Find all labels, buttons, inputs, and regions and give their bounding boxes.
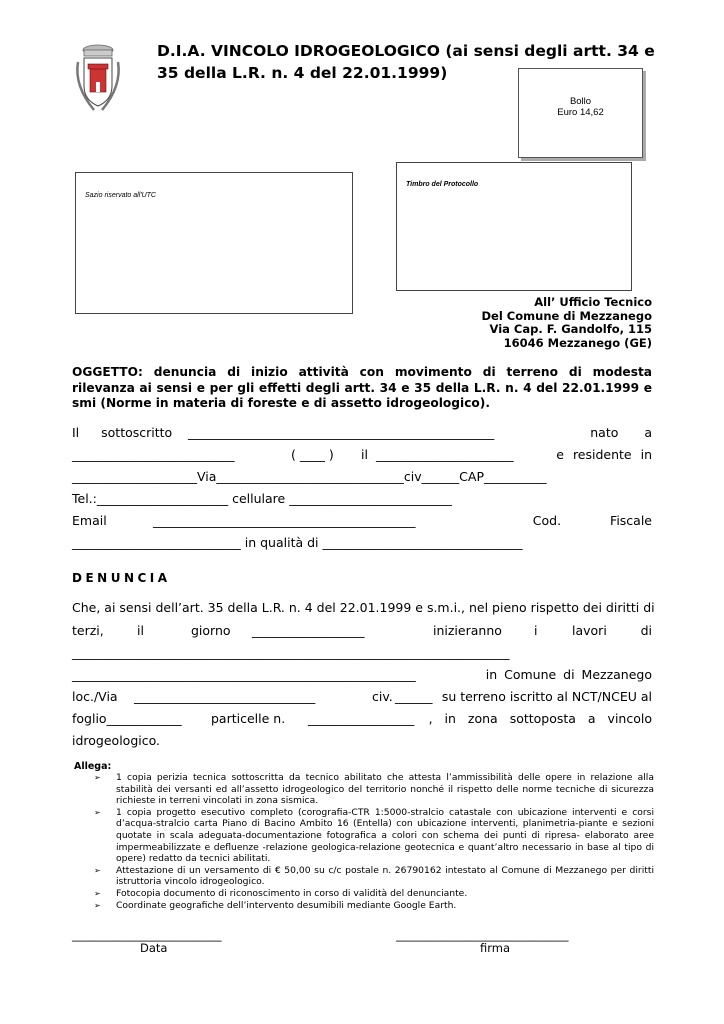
terzi-label: terzi, [72, 623, 104, 638]
residence-city-field[interactable]: ____________________ [72, 469, 197, 484]
denuncia-line-comune [72, 667, 652, 682]
email-field[interactable]: __________________________________________ [153, 513, 416, 528]
loc-label: loc./Via [72, 689, 118, 704]
cap-field[interactable]: __________ [484, 469, 547, 484]
utc-reserved-box [75, 172, 353, 314]
nato-a-label: nato a [590, 425, 652, 440]
terreno-label: su terreno iscritto al NCT/NCEU al [441, 689, 652, 704]
address-line: All’ Ufficio Tecnico [534, 295, 652, 309]
utc-box-label: Sazio riservato all'UTC [85, 192, 156, 199]
location-civic-field[interactable]: ______ [395, 689, 433, 704]
bollo-label: Bollo [569, 96, 592, 107]
list-item-text: Attestazione di un versamento di € 50,00 su c/c postale n. 26790162 intestato al Comune di Mezzanego per diritti istruttoria vincolo idrogeologico. [116, 864, 654, 888]
denuncia-line-giorno [72, 623, 652, 638]
cellulare-label: cellulare [232, 491, 286, 506]
list-item-text: 1 copia perizia tecnica sottoscritta da tecnico abilitato che attesta l’ammissibilità delle opere in relazione alla stabilità dei versanti ed all’assetto idrogeologico del territorio nonché il rispetto delle norme tecniche di sicurezza richieste in terreni vincolati in zona sismica. [116, 772, 654, 807]
civ-label: civ. [372, 689, 393, 704]
arrow-bullet-icon: ➢ [94, 888, 101, 898]
foglio-label: foglio [72, 711, 107, 726]
residente-label: e residente in [556, 447, 652, 462]
form-line-indirizzo [72, 469, 652, 484]
bollo-amount: Euro 14,62 [557, 107, 604, 118]
denuncia-text-line: Che, ai sensi dell’art. 35 della L.R. n. 4 del 22.01.1999 e s.m.i., nel pieno rispetto dei diritti di [72, 600, 655, 615]
sottoscritto-label: Il sottoscritto [72, 425, 173, 440]
list-item [74, 900, 654, 912]
qualita-label: in qualità di [244, 535, 319, 550]
email-label: Email [72, 513, 107, 528]
civ-label: civ [403, 469, 422, 484]
via-label: Via [197, 469, 217, 484]
data-label: Data [140, 941, 168, 955]
tel-label: Tel.: [72, 491, 97, 506]
form-line-telefono [72, 491, 652, 506]
particelle-label: particelle n. [211, 711, 286, 726]
province-field[interactable]: ( ____ ) [291, 447, 334, 462]
il-label: il [361, 447, 368, 462]
arrow-bullet-icon: ➢ [94, 807, 101, 817]
firma-label: firma [480, 941, 511, 955]
list-item [74, 888, 654, 900]
denuncia-line-localita [72, 689, 652, 704]
giorno-label: giorno [191, 623, 231, 638]
arrow-bullet-icon: ➢ [94, 865, 101, 875]
phone-field[interactable]: _____________________ [96, 491, 229, 506]
form-line-nascita [72, 447, 652, 462]
list-item [74, 807, 654, 865]
tax-code-field[interactable]: ___________________________ [72, 535, 241, 550]
birthplace-field[interactable]: __________________________ [72, 447, 235, 462]
comune-label: in Comune di Mezzanego [485, 667, 652, 682]
parcel-number-field[interactable]: _________________ [308, 711, 415, 726]
list-item-text: 1 copia progetto esecutivo completo (corografia-CTR 1:5000-stralcio catastale con ubicazione interventi e corsi d’acqua-stralcio carta Piano di Bacino Ambito 16 (Entella) con ubicazione interventi, planimetria-piante e sezioni quotate in scala adeguata-documentazione fotografica a colori con schema dei punti di ripresa- elaborato aree impermeabilizzate e defluenze -relazione geologica-relazione geotecnica e quant’altro necessario in base al tipo di opere) redatto da tecnici abilitati. [116, 806, 654, 865]
form-line-sottoscritto [72, 425, 652, 440]
start-date-field[interactable]: __________________ [252, 623, 365, 638]
bollo-box [518, 68, 643, 158]
arrow-bullet-icon: ➢ [94, 773, 101, 782]
il-label: il [137, 623, 144, 638]
protocollo-box-label: Timbro del Protocollo [406, 181, 479, 188]
zona-label: , in zona sottoposta a vincolo [428, 711, 652, 726]
address-line: Del Comune di Mezzanego [481, 308, 652, 323]
sheet-number-field[interactable]: ____________ [106, 711, 182, 726]
list-item [74, 772, 654, 807]
idrogeologico-label: idrogeologico. [72, 733, 160, 748]
allega-heading: Allega: [74, 761, 112, 772]
denuncia-heading: DENUNCIA [72, 571, 171, 585]
document-title: D.I.A. VINCOLO IDROGEOLOGICO (ai sensi degli artt. 34 e 35 della L.R. n. 4 del 22.01.1999) [157, 42, 655, 82]
civic-number-field[interactable]: ______ [421, 469, 460, 484]
name-field[interactable]: _________________________________________________ [188, 425, 495, 440]
inizieranno-label: inizieranno [433, 623, 502, 638]
lavori-label: lavori [572, 623, 607, 638]
address-line: 16046 Mezzanego (GE) [503, 335, 652, 350]
street-field[interactable]: ______________________________ [216, 469, 404, 484]
works-description-field-2[interactable]: _______________________________________________________ [72, 667, 416, 682]
address-line: Via Cap. F. Gandolfo, 115 [489, 322, 652, 336]
date-signature-field[interactable]: __________________________ [72, 928, 222, 942]
works-description-field[interactable]: ______________________________________________________________________ [72, 645, 510, 660]
di-label: di [640, 623, 652, 638]
i-label: i [534, 623, 538, 638]
signature-field[interactable]: ______________________________ [396, 928, 569, 942]
birthdate-field[interactable]: ______________________ [376, 447, 514, 462]
recipient-address [482, 296, 652, 350]
attachments-list [74, 772, 654, 911]
arrow-bullet-icon: ➢ [94, 900, 101, 910]
oggetto-paragraph: OGGETTO: denuncia di inizio attività con movimento di terreno di modesta rilevanza ai sensi e per gli effetti degli artt. 34 e 35 della L.R. n. 4 del 22.01.1999 e smi (Norme in materia di foreste e di assetto idrogeologico). [72, 365, 652, 410]
location-field[interactable]: _____________________________ [134, 689, 316, 704]
form-line-email [72, 513, 652, 528]
denuncia-line-foglio [72, 711, 652, 726]
mobile-field[interactable]: __________________________ [289, 491, 452, 506]
municipal-coat-of-arms-icon [70, 42, 126, 114]
cod-fiscale-label: Cod. Fiscale [532, 513, 652, 528]
list-item-text: Fotocopia documento di riconoscimento in corso di validità del denunciante. [116, 887, 468, 899]
role-field[interactable]: ________________________________ [322, 535, 523, 550]
form-line-qualita [72, 535, 652, 550]
cap-label: CAP [459, 469, 484, 484]
list-item-text: Coordinate geografiche dell’intervento desumibili mediante Google Earth. [116, 899, 457, 911]
protocollo-stamp-box [396, 162, 632, 291]
list-item [74, 865, 654, 888]
